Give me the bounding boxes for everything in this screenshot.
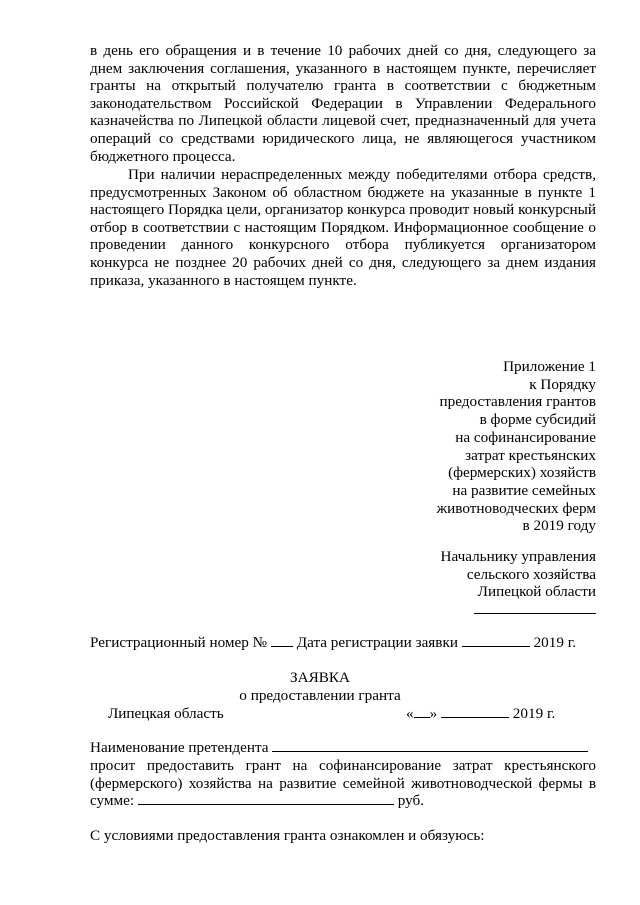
appendix-line: (фермерских) хозяйств: [448, 464, 596, 482]
appendix-line: на софинансирование: [455, 428, 596, 446]
day-field[interactable]: [414, 705, 430, 718]
applicant-name-field[interactable]: [272, 739, 588, 752]
month-field[interactable]: [441, 705, 509, 718]
addressee-blank-line[interactable]: [336, 601, 596, 619]
registration-date-field[interactable]: [462, 634, 530, 647]
addressee-line: сельского хозяйства: [466, 565, 596, 583]
registration-number-label: Регистрационный номер №: [90, 634, 268, 651]
form-date: « » 2019 г.: [406, 705, 556, 722]
request-paragraph: [90, 757, 596, 810]
region-label: Липецкая область: [108, 705, 224, 722]
appendix-header: [336, 358, 596, 535]
currency-label: руб.: [397, 792, 425, 810]
applicant-label: Наименование претендента: [90, 739, 269, 756]
registration-date-label: Дата регистрации заявки: [296, 634, 458, 651]
paragraph-grant-transfer: в день его обращения и в течение 10 рабочих дней со дня, следующего за днем заключения соглашения, указанного в настоящем пункте, перечисляет гранты на открытый получателю гранта в соответствии с бюджетным законодательством Российской Федерации в Управлении Федерального казначейства по Липецкой области лицевой счет, предназначенный для учета операций со средствами юридического лица, не являющегося участником бюджетного процесса.: [90, 42, 596, 165]
applicant-line: [90, 739, 588, 757]
appendix-line: животноводческих ферм: [436, 499, 596, 517]
addressee-block: [336, 548, 596, 619]
appendix-line: предоставления грантов: [439, 393, 596, 411]
form-subtitle: о предоставлении гранта: [239, 687, 401, 704]
amount-field[interactable]: [138, 792, 394, 805]
conditions-line: С условиями предоставления гранта ознакомлен и обязуюсь:: [90, 827, 485, 844]
addressee-line: Начальнику управления: [440, 548, 596, 565]
appendix-line: затрат крестьянских: [465, 446, 596, 464]
appendix-line: в форме субсидий: [479, 411, 596, 429]
registration-line: [90, 634, 576, 652]
registration-number-field[interactable]: [271, 634, 293, 647]
addressee-line: Липецкой области: [477, 583, 596, 601]
appendix-line: Приложение 1: [503, 358, 596, 375]
form-title: ЗАЯВКА: [290, 669, 350, 686]
request-text: просит предоставить грант на софинансирование затрат крестьянского (фермерского) хозяйства на развитие семейной животноводческой фермы в сумме:: [90, 757, 596, 810]
registration-year: 2019 г.: [533, 634, 577, 651]
paragraph-new-selection: При наличии нераспределенных между победителями отбора средств, предусмотренных Законом об областном бюджете на указанные в пункте 1 настоящего Порядка цели, организатор конкурса проводит новый конкурсный отбор в соответствии с настоящим Порядком. Информационное сообщение о проведении данного конкурсного отбора публикуется организатором конкурса не позднее 20 рабочих дней со дня, следующего за днем издания приказа, указанного в настоящем пункте.: [90, 166, 596, 289]
appendix-line: в 2019 году: [522, 517, 596, 535]
appendix-line: на развитие семейных: [452, 481, 596, 499]
appendix-line: к Порядку: [529, 375, 596, 393]
form-year: 2019 г.: [512, 705, 556, 722]
